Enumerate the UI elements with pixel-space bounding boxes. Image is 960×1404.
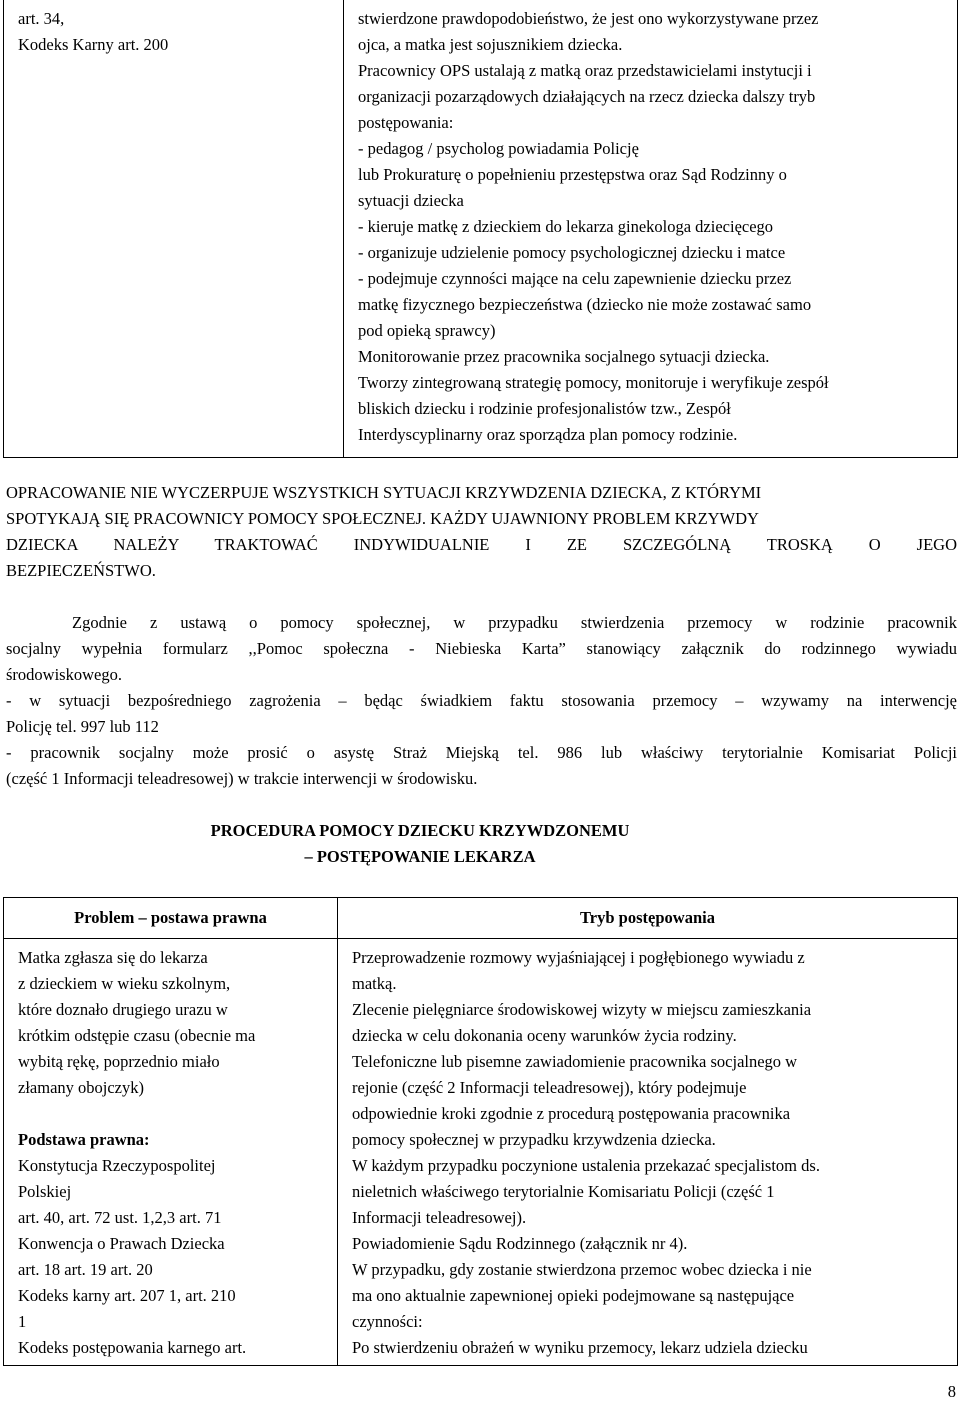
text-line: sytuacji dziecka: [358, 191, 464, 210]
text-line: lub Prokuraturę o popełnieniu przestępstwa oraz Sąd Rodzinny o: [358, 165, 787, 184]
notice-line: SPOTYKAJĄ SIĘ PRACOWNICY POMOCY SPOŁECZNEJ. KAŻDY UJAWNIONY PROBLEM KRZYWDY: [6, 509, 759, 528]
text-line: Kodeks postępowania karnego art.: [18, 1338, 247, 1357]
text-line: - pedagog / psycholog powiadamia Policję: [358, 139, 639, 158]
text-line: organizacji pozarządowych działających na rzecz dziecka dalszy tryb: [358, 87, 816, 106]
header-problem: Problem – postawa prawna: [4, 898, 338, 939]
text-line: ma ono aktualnie zapewnionej opieki podejmowane są następujące: [352, 1286, 795, 1305]
procedure-title-line1: PROCEDURA POMOCY DZIECKU KRZYWDZONEMU: [210, 821, 630, 840]
text-line: złamany obojczyk): [18, 1078, 144, 1097]
text-line: Telefoniczne lub pisemne zawiadomienie pracownika socjalnego w: [352, 1052, 798, 1071]
text-line: rejonie (część 2 Informacji teleadresowej), który podejmuje: [352, 1078, 747, 1097]
text-line: odpowiednie kroki zgodnie z procedurą postępowania pracownika: [352, 1104, 791, 1123]
top-table: [3, 0, 958, 458]
text-line: Zlecenie pielęgniarce środowiskowej wizyty w miejscu zamieszkania: [352, 1000, 812, 1019]
text-line: ojca, a matka jest sojusznikiem dziecka.: [358, 35, 623, 54]
text-line: Matka zgłasza się do lekarza: [18, 948, 208, 967]
text-line: matkę fizycznego bezpieczeństwa (dziecko nie może zostawać samo: [358, 295, 812, 314]
text-line: W każdym przypadku poczynione ustalenia przekazać specjalistom ds.: [352, 1156, 820, 1175]
notice-paragraph: [6, 480, 957, 584]
legal-basis-heading: Podstawa prawna:: [18, 1130, 150, 1149]
procedure-table: [3, 897, 958, 1366]
procedure-cell: [338, 939, 958, 1366]
text-line: Pracownicy OPS ustalają z matką oraz przedstawicielami instytucji i: [358, 61, 812, 80]
text-line: - kieruje matkę z dzieckiem do lekarza ginekologa dziecięcego: [358, 217, 774, 236]
text-line: Przeprowadzenie rozmowy wyjaśniającej i pogłębionego wywiadu z: [352, 948, 805, 967]
text-line: art. 40, art. 72 ust. 1,2,3 art. 71: [18, 1208, 222, 1227]
text-line: krótkim odstępie czasu (obecnie ma: [18, 1026, 256, 1045]
text-line: Po stwierdzeniu obrażeń w wyniku przemocy, lekarz udziela dziecku: [352, 1338, 808, 1357]
text-line: Interdyscyplinarny oraz sporządza plan pomocy rodzinie.: [358, 425, 738, 444]
body-line: - w sytuacji bezpośredniego zagrożenia – będąc świadkiem faktu stosowania przemocy – wzywamy na interwencję: [6, 691, 957, 710]
body-paragraph: [6, 610, 957, 792]
text-line: bliskich dziecku i rodzinie profesjonalistów tzw., Zespół: [358, 399, 731, 418]
procedure-title-line2: – POSTĘPOWANIE LEKARZA: [304, 847, 536, 866]
text-line: Kodeks Karny art. 200: [18, 35, 169, 54]
text-line: dziecka w celu dokonania oceny warunków życia rodziny.: [352, 1026, 737, 1045]
text-line: nieletnich właściwego terytorialnie Komisariatu Policji (część 1: [352, 1182, 775, 1201]
text-line: Tworzy zintegrowaną strategię pomocy, monitoruje i weryfikuje zespół: [358, 373, 829, 392]
problem-cell: [4, 939, 338, 1366]
body-line: (część 1 Informacji teleadresowej) w trakcie interwencji w środowisku.: [6, 769, 478, 788]
text-line: W przypadku, gdy zostanie stwierdzona przemoc wobec dziecka i nie: [352, 1260, 812, 1279]
text-line: stwierdzone prawdopodobieństwo, że jest ono wykorzystywane przez: [358, 9, 819, 28]
body-line: - pracownik socjalny może prosić o asystę Straż Miejską tel. 986 lub właściwy terytorialnie Komisariat Policji: [6, 743, 957, 762]
text-line: Konwencja o Prawach Dziecka: [18, 1234, 225, 1253]
body-line: socjalny wypełnia formularz ,,Pomoc społeczna - Niebieska Karta” stanowiący załącznik do rodzinnego wywiadu: [6, 639, 957, 658]
text-line: czynności:: [352, 1312, 423, 1331]
text-line: pomocy społecznej w przypadku krzywdzenia dziecka.: [352, 1130, 716, 1149]
notice-line: OPRACOWANIE NIE WYCZERPUJE WSZYSTKICH SYTUACJI KRZYWDZENIA DZIECKA, Z KTÓRYMI: [6, 483, 762, 502]
text-line: Konstytucja Rzeczypospolitej: [18, 1156, 216, 1175]
text-line: postępowania:: [358, 113, 454, 132]
text-line: matką.: [352, 974, 397, 993]
text-line: które doznało drugiego urazu w: [18, 1000, 228, 1019]
text-line: Polskiej: [18, 1182, 72, 1201]
text-line: art. 18 art. 19 art. 20: [18, 1260, 153, 1279]
text-line: Kodeks karny art. 207 1, art. 210: [18, 1286, 236, 1305]
notice-line: DZIECKA NALEŻY TRAKTOWAĆ INDYWIDUALNIE I ZE SZCZEGÓLNĄ TROSKĄ O JEGO: [6, 535, 957, 554]
text-line: z dzieckiem w wieku szkolnym,: [18, 974, 231, 993]
text-line: wybitą rękę, poprzednio miało: [18, 1052, 220, 1071]
text-line: pod opieką sprawcy): [358, 321, 496, 340]
text-line: Informacji teleadresowej).: [352, 1208, 527, 1227]
text-line: art. 34,: [18, 9, 65, 28]
text-line: [18, 1101, 329, 1127]
text-line: 1: [18, 1312, 27, 1331]
page-number: 8: [947, 1382, 956, 1401]
body-line: Zgodnie z ustawą o pomocy społecznej, w przypadku stwierdzenia przemocy w rodzinie pracownik: [72, 613, 957, 632]
top-table-right-cell: [344, 0, 958, 458]
text-line: - podejmuje czynności mające na celu zapewnienie dziecku przez: [358, 269, 792, 288]
body-line: środowiskowego.: [6, 665, 122, 684]
header-procedure: Tryb postępowania: [338, 898, 958, 939]
notice-line: BEZPIECZEŃSTWO.: [6, 561, 156, 580]
body-line: Policję tel. 997 lub 112: [6, 717, 159, 736]
procedure-title: [0, 818, 840, 870]
text-line: Monitorowanie przez pracownika socjalnego sytuacji dziecka.: [358, 347, 770, 366]
top-table-left-cell: [4, 0, 344, 458]
text-line: - organizuje udzielenie pomocy psychologicznej dziecku i matce: [358, 243, 786, 262]
text-line: Powiadomienie Sądu Rodzinnego (załącznik nr 4).: [352, 1234, 688, 1253]
